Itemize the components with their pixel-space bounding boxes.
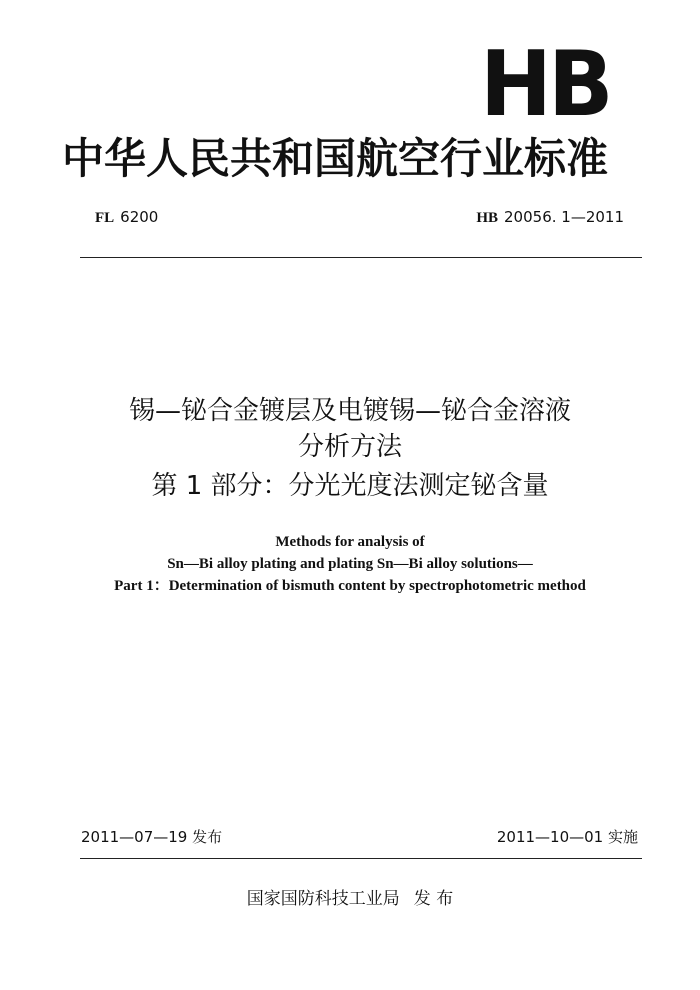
footer-divider [80,858,642,859]
classification-label: FL [95,210,115,226]
issuing-org-title: 中华人民共和国航空行业标准 [62,134,609,183]
chinese-title-line-1: 锡—铋合金镀层及电镀锡—铋合金溶液 [128,396,571,426]
standard-number [476,207,624,228]
classification-value: 6200 [120,208,159,226]
issue-date: 2011—07—19 发布 [81,828,223,846]
implementation-date: 2011—10—01 实施 [496,828,638,846]
standard-label: HB [476,210,499,226]
classification-code [95,207,158,228]
english-title-line-3: Part 1：Determination of bismuth content by spectrophotometric method [114,578,586,594]
publisher-name: 国家国防科技工业局 [246,889,400,909]
header-divider [80,257,642,258]
chinese-title-line-2: 分析方法 [297,432,402,462]
standard-value: 20056. 1—2011 [504,208,624,226]
english-title-line-1: Methods for analysis of [275,534,425,550]
publisher-line [0,887,700,911]
english-title-line-2: Sn—Bi alloy plating and plating Sn—Bi alloy solutions— [167,556,533,572]
hb-logo: HB [480,32,610,138]
chinese-title-line-3: 第 1 部分：分光光度法测定铋含量 [151,471,549,501]
publish-action: 发 布 [413,889,454,909]
